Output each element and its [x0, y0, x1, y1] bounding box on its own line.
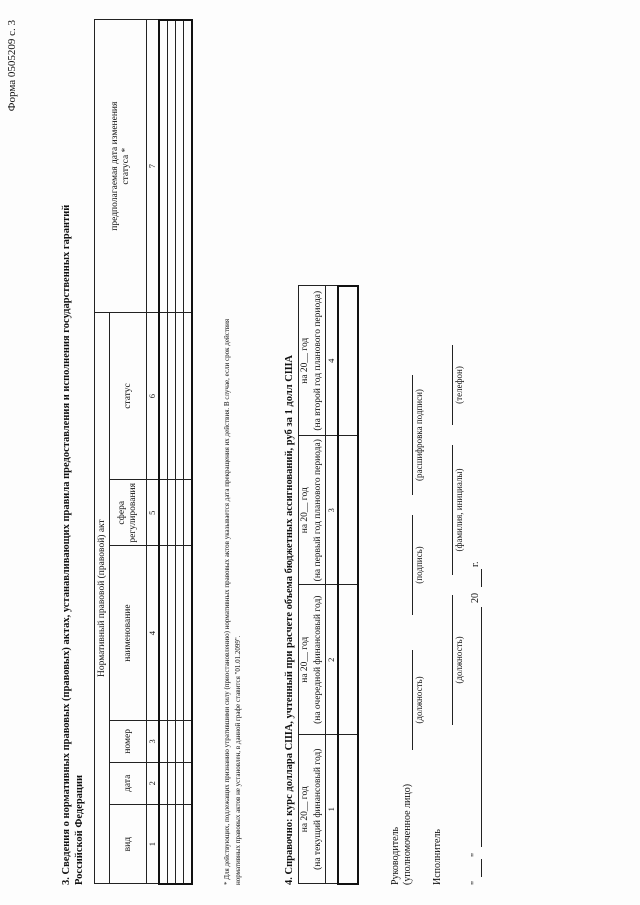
- col-sphere-l2: регулирования: [128, 482, 138, 543]
- date-year-prefix: 20: [470, 593, 481, 603]
- rate-cell[interactable]: [338, 585, 358, 735]
- col-sphere: [110, 480, 147, 546]
- executor-name-caption: (фамилия, инициалы): [454, 468, 464, 552]
- date-suffix: г.: [470, 561, 481, 567]
- col-plan-year-2: (на второй год планового периода): [312, 286, 326, 436]
- data-cell[interactable]: [176, 720, 184, 762]
- executor-label: Исполнитель: [432, 829, 443, 885]
- num-cell: 1: [326, 734, 339, 884]
- col-plan-year-1: (на первый год планового периода): [312, 436, 326, 585]
- data-cell[interactable]: [159, 20, 168, 312]
- data-cell[interactable]: [168, 312, 176, 480]
- data-cell[interactable]: [168, 480, 176, 546]
- num-cell: 3: [147, 720, 160, 762]
- data-cell[interactable]: [184, 480, 193, 546]
- data-cell[interactable]: [176, 480, 184, 546]
- head-label-l1: Руководитель: [390, 826, 401, 885]
- col-current-year: (на текущий финансовый год): [312, 734, 326, 884]
- num-cell: 7: [147, 20, 160, 312]
- section3-table: [94, 19, 193, 885]
- date-month-line[interactable]: [481, 607, 482, 847]
- col-status-change-date-l2: статуса *: [120, 147, 131, 185]
- data-cell[interactable]: [159, 804, 168, 884]
- date-day-line[interactable]: [481, 859, 482, 877]
- col-year-prefix: на 20__ год: [299, 585, 313, 735]
- data-cell[interactable]: [176, 546, 184, 721]
- col-year-prefix: на 20__ год: [299, 286, 313, 436]
- head-signature-caption: (подпись): [414, 546, 424, 584]
- data-cell[interactable]: [159, 762, 168, 804]
- section3-title-line2: Российской Федерации: [74, 774, 85, 885]
- col-number: номер: [110, 720, 147, 762]
- data-cell[interactable]: [168, 20, 176, 312]
- footnote-line1: * Для действующих, подлежащих признанию утратившими силу (приостановлению) нормативных правовых актов указывается дата прекращения их действия. В случае, если срок действия: [223, 318, 231, 885]
- data-cell[interactable]: [184, 804, 193, 884]
- date-quote-open: ": [470, 880, 481, 885]
- col-year-prefix: на 20__ год: [299, 734, 313, 884]
- footnote-line2: нормативных правовых актов не установлен, в данной графе ставится "01.01.2099".: [234, 635, 242, 885]
- num-cell: 5: [147, 480, 160, 546]
- col-status-change-date-l1: предполагаемая дата изменения: [109, 101, 120, 231]
- executor-position-line[interactable]: [452, 595, 453, 725]
- col-year-prefix: на 20__ год: [299, 436, 313, 585]
- data-cell[interactable]: [159, 546, 168, 721]
- data-cell[interactable]: [168, 546, 176, 721]
- head-label-l2: (уполномоченное лицо): [402, 783, 413, 885]
- data-cell[interactable]: [184, 720, 193, 762]
- head-decode-line[interactable]: [412, 375, 413, 495]
- head-position-line[interactable]: [412, 650, 413, 750]
- section4-title: 4. Справочно: курс доллара США, учтенный при расчете объема бюджетных ассигнований, руб за 1 долл США: [284, 355, 295, 885]
- data-cell[interactable]: [168, 720, 176, 762]
- data-cell[interactable]: [184, 762, 193, 804]
- rate-cell[interactable]: [338, 286, 358, 436]
- data-cell[interactable]: [176, 804, 184, 884]
- col-next-year: (на очередной финансовый год): [312, 585, 326, 735]
- rate-cell[interactable]: [338, 436, 358, 585]
- col-status-change-date: [95, 20, 147, 312]
- num-cell: 2: [326, 585, 339, 735]
- executor-phone-caption: (телефон): [454, 366, 464, 404]
- executor-phone-line[interactable]: [452, 345, 453, 425]
- data-cell[interactable]: [184, 312, 193, 480]
- data-cell[interactable]: [176, 312, 184, 480]
- data-cell[interactable]: [168, 762, 176, 804]
- data-cell[interactable]: [176, 762, 184, 804]
- form-reference: Форма 0505209 с. 3: [6, 20, 18, 112]
- col-sphere-l1: сфера: [117, 500, 127, 525]
- num-cell: 4: [326, 286, 339, 436]
- data-cell[interactable]: [184, 20, 193, 312]
- date-year-line[interactable]: [481, 569, 482, 587]
- date-quote-close: ": [470, 852, 481, 857]
- head-signature-line[interactable]: [412, 515, 413, 615]
- head-decode-caption: (расшифровка подписи): [414, 389, 424, 481]
- group-header: Нормативный правовой (правовой) акт: [95, 312, 110, 884]
- num-cell: 4: [147, 546, 160, 721]
- head-position-caption: (должность): [414, 676, 424, 724]
- executor-name-line[interactable]: [452, 445, 453, 575]
- data-cell[interactable]: [168, 804, 176, 884]
- num-cell: 1: [147, 804, 160, 884]
- executor-position-caption: (должность): [454, 636, 464, 684]
- col-name: наименование: [110, 546, 147, 721]
- col-date: дата: [110, 762, 147, 804]
- num-cell: 6: [147, 312, 160, 480]
- num-cell: 2: [147, 762, 160, 804]
- num-cell: 3: [326, 436, 339, 585]
- data-cell[interactable]: [176, 20, 184, 312]
- section3-title-line1: 3. Сведения о нормативных правовых (правовых) актах, устанавливающих правила предоставления и исполнения государственных гарантий: [61, 204, 72, 885]
- rate-cell[interactable]: [338, 734, 358, 884]
- section4-table: [298, 285, 359, 885]
- data-cell[interactable]: [184, 546, 193, 721]
- data-cell[interactable]: [159, 312, 168, 480]
- data-cell[interactable]: [159, 720, 168, 762]
- col-type: вид: [110, 804, 147, 884]
- col-status: статус: [110, 312, 147, 480]
- data-cell[interactable]: [159, 480, 168, 546]
